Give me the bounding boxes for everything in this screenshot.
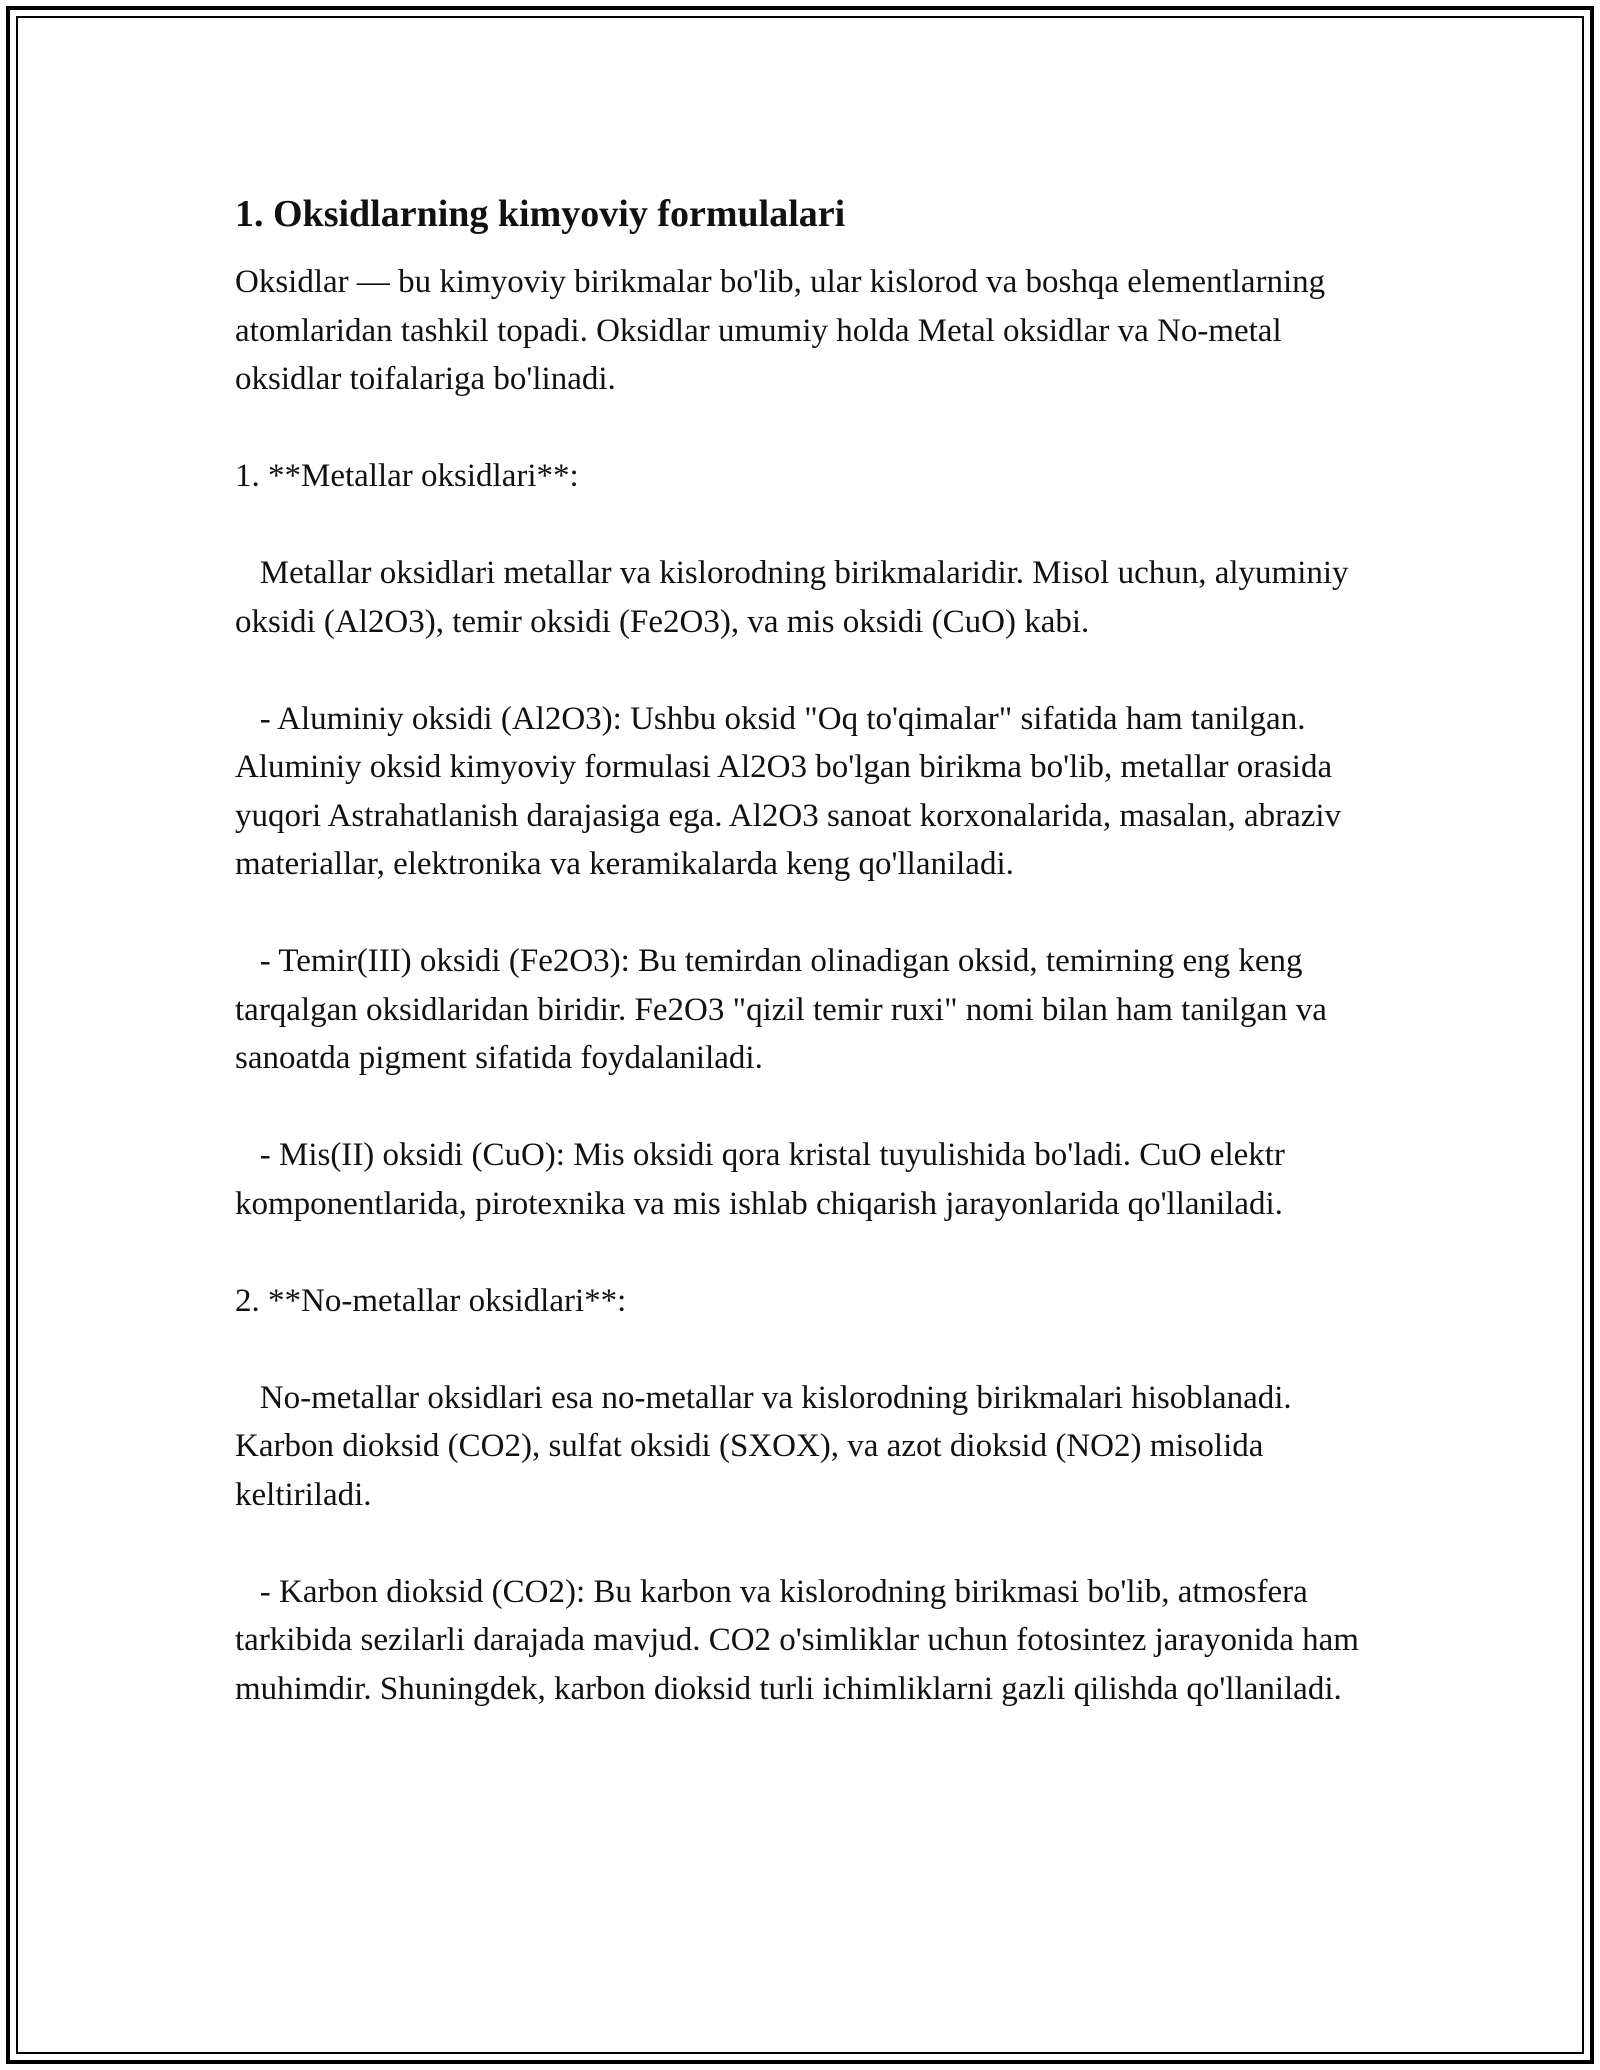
- iron-oxide-item: - Temir(III) oksidi (Fe2O3): Bu temirdan olinadigan oksid, temirning eng keng tarqalgan oksidlaridan biridir. Fe2O3 "qizil temir ruxi" nomi bilan ham tanilgan va sanoatda pigment sifatida foydalaniladi.: [235, 943, 1336, 1076]
- carbon-dioxide-item: - Karbon dioksid (CO2): Bu karbon va kislorodning birikmasi bo'lib, atmosfera tarkibida sezilarli darajada mavjud. CO2 o'simliklar uchun fotosintez jarayonida ham muhimdir. Shuningdek, karbon dioksid turli ichimliklarni gazli qilishda qo'llaniladi.: [235, 1573, 1368, 1707]
- paragraph-gap: [235, 889, 1375, 938]
- document-heading: 1. Oksidlarning kimyoviy formulalari: [235, 193, 846, 235]
- paragraph-gap: [235, 1228, 1375, 1277]
- paragraph-gap: [235, 1083, 1375, 1132]
- paragraph-gap: [235, 1519, 1375, 1568]
- paragraph-gap: [235, 1325, 1375, 1374]
- paragraph-gap: [235, 501, 1375, 550]
- nonmetal-oxides-description: No-metallar oksidlari esa no-metallar va kislorodning birikmalari hisoblanadi. Karbon dioksid (CO2), sulfat oksidi (SXOX), va azot dioksid (NO2) misolida keltiriladi.: [235, 1379, 1300, 1513]
- metal-oxides-description: Metallar oksidlari metallar va kislorodning birikmalaridir. Misol uchun, alyuminiy oksidi (Al2O3), temir oksidi (Fe2O3), va mis oksidi (CuO) kabi.: [235, 555, 1357, 640]
- intro-paragraph: Oksidlar — bu kimyoviy birikmalar bo'lib, ular kislorod va boshqa elementlarning atomlaridan tashkil topadi. Oksidlar umumiy holda Metal oksidlar va No-metal oksidlar toifalariga bo'linadi.: [235, 264, 1334, 397]
- section-title-metal-oxides: 1. **Metallar oksidlari**:: [235, 458, 579, 494]
- section-title-nonmetal-oxides: 2. **No-metallar oksidlari**:: [235, 1282, 627, 1319]
- paragraph-gap: [235, 404, 1375, 453]
- paragraph-gap: [235, 646, 1375, 695]
- aluminium-oxide-item: - Aluminiy oksidi (Al2O3): Ushbu oksid "Oq to'qimalar" sifatida ham tanilgan. Aluminiy oksid kimyoviy formulasi Al2O3 bo'lgan birikma bo'lib, metallar orasida yuqori Astrahatlanish darajasiga ega. Al2O3 sanoat korxonalarida, masalan, abraziv materiallar, elektronika va keramikalarda keng qo'llaniladi.: [235, 700, 1350, 882]
- copper-oxide-item: - Mis(II) oksidi (CuO): Mis oksidi qora kristal tuyulishida bo'ladi. CuO elektr komponentlarida, pirotexnika va mis ishlab chiqarish jarayonlarida qo'llaniladi.: [235, 1137, 1294, 1222]
- document-body: [235, 186, 1375, 1713]
